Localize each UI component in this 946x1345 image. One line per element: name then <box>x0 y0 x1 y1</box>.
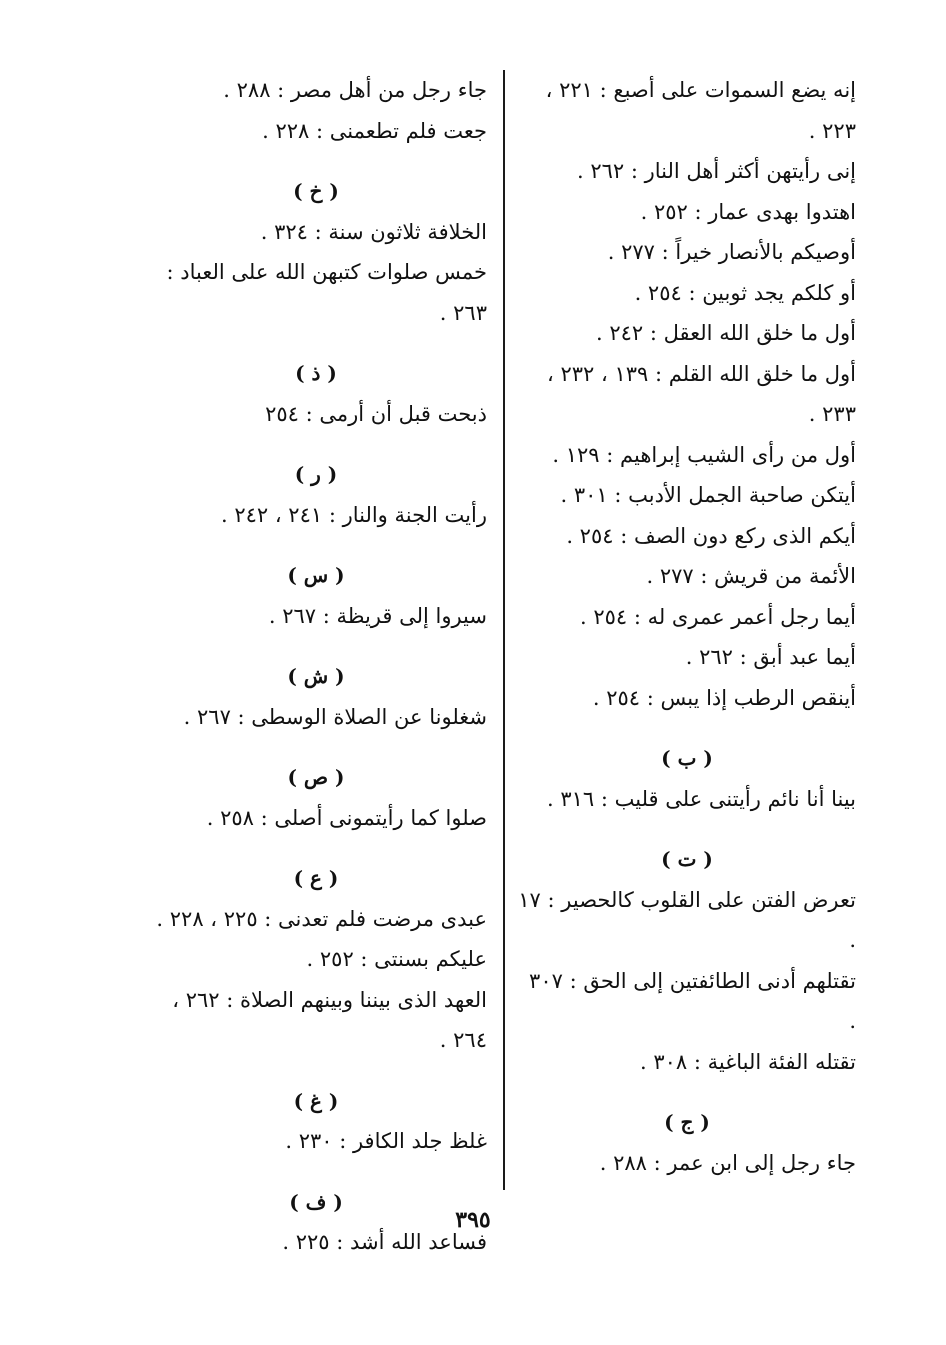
page-number: ٣٩٥ <box>455 1207 491 1233</box>
index-entry: فساعد الله أشد : ٢٢٥ . <box>282 1230 487 1254</box>
index-entry: جاء رجل من أهل مصر : ٢٨٨ . <box>223 78 487 102</box>
letter-heading: ( ع ) <box>293 866 339 890</box>
index-column-left <box>145 70 487 1263</box>
letter-heading: ( ر ) <box>294 462 338 486</box>
index-entry: شغلونا عن الصلاة الوسطى : ٢٦٧ . <box>183 704 487 729</box>
index-entry: الخلافة ثلاثون سنة : ٣٢٤ . <box>260 219 487 244</box>
letter-heading: ( س ) <box>287 563 345 587</box>
index-entry: خمس صلوات كتبهن الله على العباد : ٢٦٣ . <box>166 260 487 325</box>
index-entry: الأئمة من قريش : ٢٧٧ . <box>646 564 856 588</box>
index-entry: أيما رجل أعمر عمرى له : ٢٥٤ . <box>579 604 856 629</box>
index-entry: أوصيكم بالأنصار خيراً : ٢٧٧ . <box>607 240 856 264</box>
letter-heading: ( ت ) <box>661 847 713 871</box>
index-entry: ذبحت قبل أن أرمى : ٢٥٤ <box>265 401 487 426</box>
index-entry: أو كلكم يجد ثوبين : ٢٥٤ . <box>634 280 856 305</box>
index-entry: إنى رأيتهن أكثر أهل النار : ٢٦٢ . <box>576 159 856 183</box>
section-gap <box>145 535 487 555</box>
section-gap <box>145 151 487 171</box>
index-entry: غلظ جلد الكافر : ٢٣٠ . <box>285 1129 487 1153</box>
index-entry: تعرض الفتن على القلوب كالحصير : ١٧ . <box>518 887 856 952</box>
index-entry: رأيت الجنة والنار : ٢٤١ ، ٢٤٢ . <box>220 502 487 527</box>
index-entry: أول من رأى الشيب إبراهيم : ١٢٩ . <box>552 442 856 467</box>
index-entry: جاء رجل إلى ابن عمر : ٢٨٨ . <box>599 1150 856 1175</box>
letter-heading: ( ف ) <box>289 1189 343 1214</box>
index-entry: اهتدوا بهدى عمار : ٢٥٢ . <box>640 199 856 224</box>
index-entry: عليكم بسنتى : ٢٥٢ . <box>306 947 487 971</box>
letter-heading: ( ب ) <box>661 746 713 770</box>
column-divider <box>503 70 505 1190</box>
letter-heading: ( ج ) <box>664 1110 710 1134</box>
section-gap <box>145 838 487 858</box>
letter-heading: ( ذ ) <box>295 361 337 385</box>
letter-heading: ( غ ) <box>293 1088 339 1113</box>
letter-heading: ( ص ) <box>287 765 345 789</box>
section-gap <box>145 636 487 656</box>
index-column-right <box>518 70 856 1183</box>
section-gap <box>145 1162 487 1182</box>
section-gap <box>145 434 487 454</box>
index-entry: أول ما خلق الله العقل : ٢٤٢ . <box>596 321 856 345</box>
section-gap <box>145 1061 487 1081</box>
index-entry: أينقص الرطب إذا يبس : ٢٥٤ . <box>592 685 856 710</box>
section-gap <box>518 1082 856 1102</box>
index-entry: بينا أنا نائم رأيتنى على قليب : ٣١٦ . <box>547 786 856 811</box>
index-entry: العهد الذى بيننا وبينهم الصلاة : ٢٦٢ ، ٢٦٤ . <box>172 987 487 1052</box>
index-entry: سيروا إلى قريظة : ٢٦٧ . <box>268 603 487 628</box>
index-entry: عبدى مرضت فلم تعدنى : ٢٢٥ ، ٢٢٨ . <box>156 906 487 931</box>
index-entry: جعت فلم تطعمنى : ٢٢٨ . <box>262 118 487 143</box>
index-entry: أيتكن صاحبة الجمل الأدبب : ٣٠١ . <box>560 483 856 507</box>
index-entry: إنه يضع السموات على أصبع : ٢٢١ ، ٢٢٣ . <box>545 78 856 143</box>
section-gap <box>518 819 856 839</box>
letter-heading: ( ش ) <box>287 664 345 688</box>
index-entry: أول ما خلق الله القلم : ١٣٩ ، ٢٣٢ ، ٢٣٣ . <box>547 361 856 426</box>
section-gap <box>145 333 487 353</box>
index-entry: تقتله الفئة الباغية : ٣٠٨ . <box>640 1049 856 1074</box>
letter-heading: ( خ ) <box>293 179 339 203</box>
index-entry: أيكم الذى ركع دون الصف : ٢٥٤ . <box>566 523 856 548</box>
index-entry: صلوا كما رأيتمونى أصلى : ٢٥٨ . <box>206 805 487 830</box>
index-entry: تقتلهم أدنى الطائفتين إلى الحق : ٣٠٧ . <box>529 968 856 1033</box>
section-gap <box>145 737 487 757</box>
index-entry: أيما عبد أبق : ٢٦٢ . <box>685 645 856 669</box>
section-gap <box>518 718 856 738</box>
